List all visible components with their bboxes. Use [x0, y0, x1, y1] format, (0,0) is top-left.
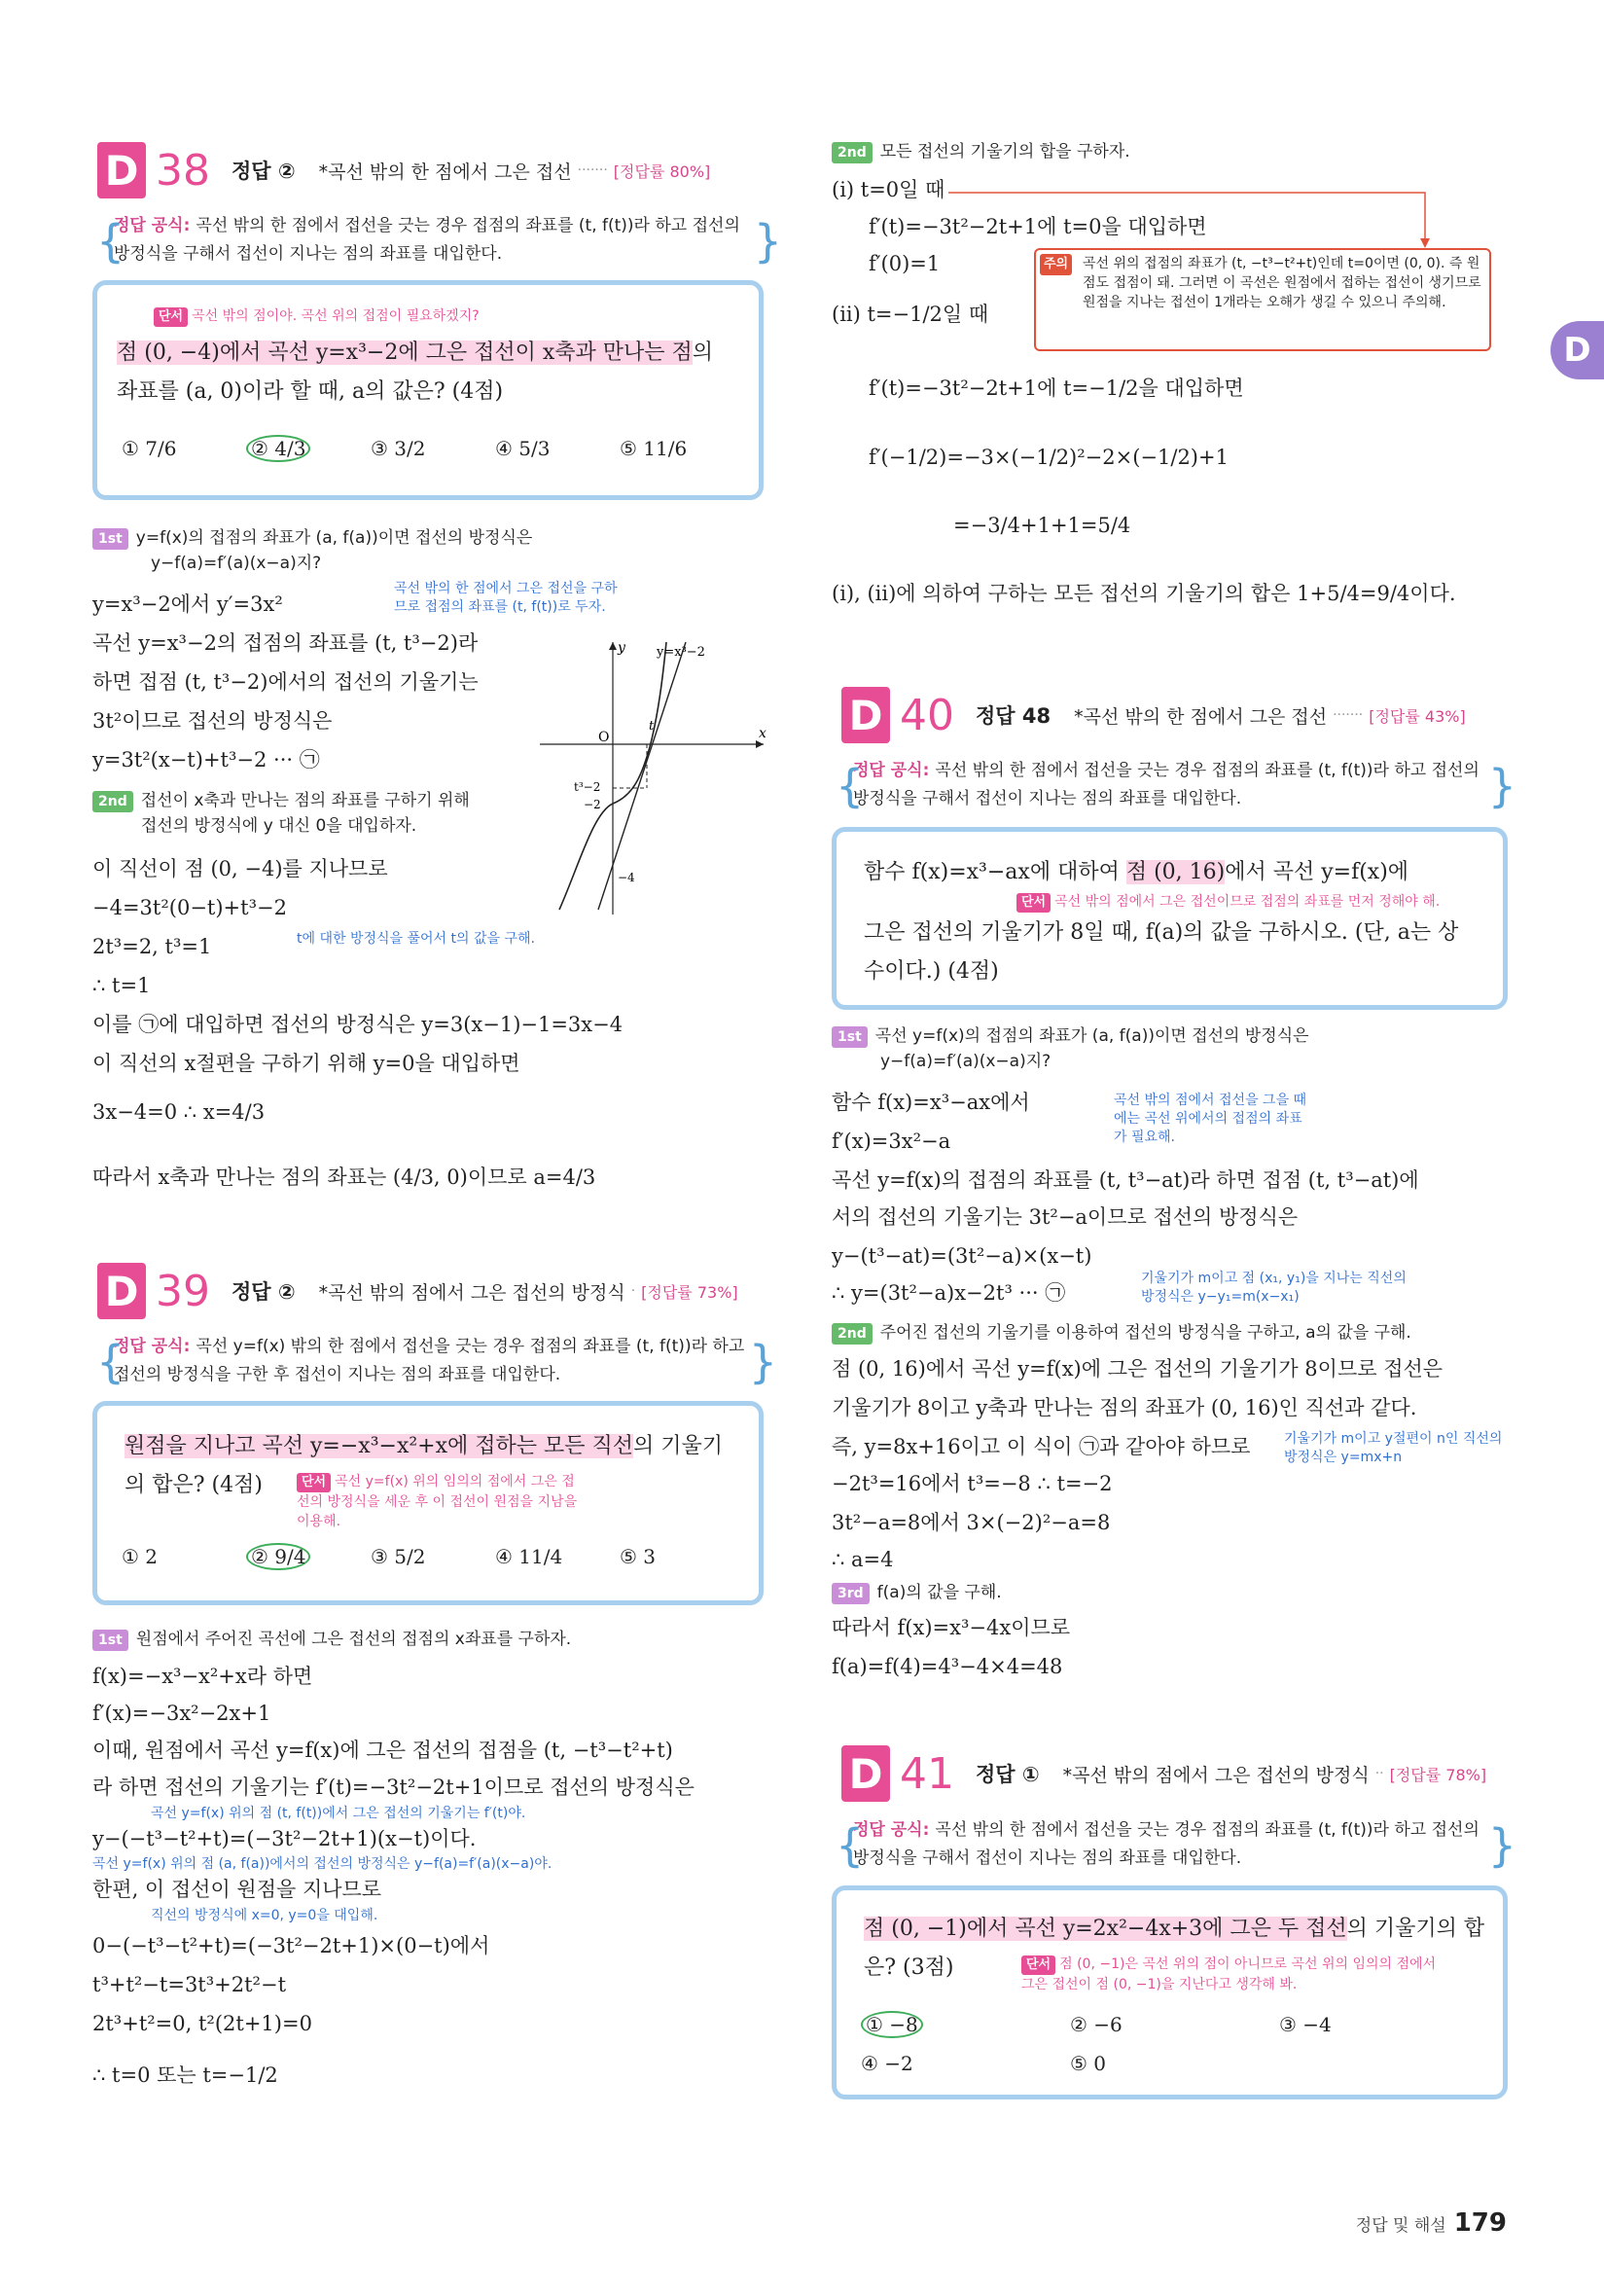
hint-text: 곡선 y=f(x) 위의 임의의 점에서 그은 접선의 방정식을 세운 후 이 접선이 원점을 지남을 이용해. — [297, 1474, 578, 1529]
solution-line: 기울기가 8이고 y축과 만나는 점의 좌표가 (0, 16)인 직선과 같다. — [832, 1396, 1417, 1419]
origin-label: O — [598, 730, 610, 745]
bracket-left: { — [836, 1819, 865, 1872]
problem-38-formula — [96, 212, 782, 269]
problem-39-choices — [122, 1537, 744, 1576]
problem-40-step3 — [832, 1580, 1002, 1605]
formula-label: 정답 공식: — [114, 216, 191, 235]
choice-2-text: ② 9/4 — [246, 1543, 310, 1570]
solution-line: (i) t=0일 때 — [832, 178, 945, 201]
problem-39-header — [97, 1262, 738, 1320]
solution-line: 3x−4=0 ∴ x=4/3 — [92, 1100, 266, 1124]
solution-line: y=x³−2에서 y′=3x² — [92, 592, 283, 616]
topic-label: *곡선 밖의 한 점에서 그은 접선 — [1074, 705, 1328, 728]
side-note: 곡선 y=f(x) 위의 점 (a, f(a))에서의 접선의 방정식은 y−f(a)=f′(a)(x−a)야. — [92, 1856, 552, 1872]
side-note: 곡선 y=f(x) 위의 점 (t, f(t))에서 그은 접선의 기울기는 f′(t)야. — [151, 1806, 526, 1821]
axis-label-x: x — [759, 726, 766, 741]
solution-line: =−3/4+1+1=5/4 — [953, 514, 1131, 537]
solution-line: f′(0)=1 — [869, 252, 941, 275]
side-note: 곡선 밖의 점에서 접선을 그을 때에는 곡선 위에서의 접점의 좌표가 필요해. — [1114, 1093, 1307, 1145]
leader-dots: ······· — [1333, 707, 1364, 723]
question-text: 의 좌표를 (a, 0)이라 할 때, a의 값은? (4점) — [117, 341, 714, 404]
solution-line: 0−(−t³−t²+t)=(−3t²−2t+1)×(0−t)에서 — [92, 1934, 490, 1957]
solution-line: 곡선 y=x³−2의 접점의 좌표를 (t, t³−2)라 — [92, 631, 479, 655]
leader-dots: ······· — [577, 162, 608, 178]
problem-number: 40 — [900, 690, 954, 740]
choice-3[interactable]: ③ 3/2 — [371, 437, 426, 460]
problem-40-hint — [1016, 892, 1440, 913]
side-note: 기울기가 m이고 y절편이 n인 직선의 방정식은 y=mx+n — [1284, 1431, 1503, 1465]
question-text: 함수 f(x)=x³−ax에 대하여 — [864, 860, 1126, 884]
problem-number: 38 — [156, 145, 210, 196]
problem-40-header — [841, 686, 1466, 744]
tick-label-t: t — [649, 719, 655, 734]
choice-3[interactable]: ③ 5/2 — [371, 1545, 426, 1568]
formula-text: 곡선 밖의 한 점에서 접선을 긋는 경우 접점의 좌표를 (t, f(t))라 하고 접선의 방정식을 구해서 접선이 지나는 점의 좌표를 대입한다. — [114, 216, 740, 264]
problem-38-choices — [122, 429, 744, 468]
problem-41-hint — [1021, 1955, 1449, 1994]
step-3-badge: 3rd — [832, 1583, 870, 1604]
solution-line: f′(−1/2)=−3×(−1/2)²−2×(−1/2)+1 — [869, 446, 1229, 469]
bracket-right: } — [748, 1336, 777, 1388]
tick-label-t3: t³−2 — [574, 780, 601, 794]
bracket-left: { — [836, 760, 865, 812]
solution-line: f′(x)=3x²−a — [832, 1130, 951, 1153]
answer-label: 정답 ② — [232, 160, 296, 183]
choice-1-correct[interactable] — [861, 2005, 1070, 2044]
solution-line: y−(t³−at)=(3t²−a)×(x−t) — [832, 1244, 1092, 1268]
accuracy-rate: [정답률 73%] — [641, 1282, 738, 1302]
solution-line: 이를 ㉠에 대입하면 접선의 방정식은 y=3(x−1)−1=3x−4 — [92, 1013, 624, 1036]
problem-40-card — [832, 827, 1508, 1010]
topic-label: *곡선 밖의 점에서 그은 접선의 방정식 — [318, 1281, 625, 1304]
problem-41-choices — [861, 2005, 1444, 2083]
side-note: 기울기가 m이고 점 (x₁, y₁)을 지나는 직선의 방정식은 y−y₁=m(x−x₁) — [1141, 1271, 1407, 1305]
caution-badge: 주의 — [1040, 254, 1072, 275]
question-highlight: 점 (0, −4)에서 곡선 y=x³−2에 그은 접선이 x축과 만나는 점 — [117, 341, 693, 365]
problem-38-card — [92, 280, 764, 500]
curve-label: y=x³−2 — [657, 645, 705, 660]
solution-line: 이때, 원점에서 곡선 y=f(x)에 그은 접선의 접점을 (t, −t³−t²+t) — [92, 1739, 673, 1762]
formula-label: 정답 공식: — [114, 1337, 191, 1356]
caution-arrow-path — [948, 193, 1425, 243]
problem-40-formula — [836, 757, 1516, 813]
topic-label: *곡선 밖의 점에서 그은 접선의 방정식 — [1062, 1764, 1370, 1786]
arrow-head — [1420, 238, 1430, 248]
problem-41-header — [841, 1744, 1486, 1803]
question-text: 의 기울기의 합은? (4점) — [125, 1434, 724, 1497]
problem-38-hint — [154, 306, 480, 327]
choice-5[interactable]: ⑤ 11/6 — [620, 437, 688, 460]
answer-label: 정답 48 — [976, 704, 1052, 728]
question-highlight: 점 (0, −1)에서 곡선 y=2x²−4x+3에 그은 두 접선 — [864, 1917, 1347, 1941]
leader-dots: ·· — [1374, 1766, 1384, 1781]
bracket-left: { — [96, 215, 125, 268]
solution-line: ∴ t=0 또는 t=−1/2 — [92, 2063, 278, 2087]
question-highlight: 점 (0, 16) — [1125, 860, 1226, 884]
solution-line: 하면 접점 (t, t³−2)에서의 접선의 기울기는 — [92, 670, 479, 694]
side-note: t에 대한 방정식을 풀어서 t의 값을 구해. — [297, 931, 535, 947]
formula-text: 곡선 밖의 한 점에서 접선을 긋는 경우 접점의 좌표를 (t, f(t))라 하고 접선의 방정식을 구해서 접선이 지나는 점의 좌표를 대입한다. — [853, 761, 1479, 808]
step-2-badge: 2nd — [832, 142, 873, 163]
choice-5[interactable]: ⑤ 0 — [1070, 2052, 1107, 2075]
solution-line: 3t²−a=8에서 3×(−2)²−a=8 — [832, 1511, 1111, 1534]
problem-41-formula — [836, 1816, 1516, 1873]
problem-badge: D — [841, 1745, 890, 1802]
solution-line: 따라서 x축과 만나는 점의 좌표는 (4/3, 0)이므로 a=4/3 — [92, 1166, 596, 1189]
problem-40-step1 — [832, 1023, 1309, 1074]
problem-badge: D — [97, 1263, 146, 1319]
solution-line: ∴ t=1 — [92, 974, 151, 997]
step-2-badge: 2nd — [92, 791, 133, 812]
answer-label: 정답 ① — [976, 1763, 1040, 1786]
problem-38-step1 — [92, 525, 532, 576]
solution-line: f(x)=−x³−x²+x라 하면 — [92, 1665, 313, 1688]
solution-line: 점 (0, 16)에서 곡선 y=f(x)에 그은 접선의 기울기가 8이므로 접선은 — [832, 1357, 1444, 1381]
problem-39-card — [92, 1401, 764, 1605]
formula-text: 곡선 y=f(x) 밖의 한 점에서 접선을 긋는 경우 접점의 좌표를 (t, f(t))라 하고 접선의 방정식을 구한 후 접선이 지나는 점의 좌표를 대입한다. — [114, 1337, 745, 1384]
choice-2-text: ② 4/3 — [246, 435, 310, 462]
solution-line: 함수 f(x)=x³−ax에서 — [832, 1091, 1030, 1114]
choice-2-correct[interactable] — [246, 429, 371, 468]
problem-38-question — [117, 334, 739, 412]
question-text: 의 기울기의 합은? (3점) — [864, 1917, 1485, 1980]
choice-4[interactable]: ④ −2 — [861, 2052, 913, 2075]
hint-badge: 단서 — [154, 307, 188, 327]
side-note: 곡선 밖의 한 점에서 그은 접선을 구하므로 접점의 좌표를 (t, f(t))로 두자. — [394, 581, 618, 615]
solution-line: f(a)=f(4)=4³−4×4=48 — [832, 1655, 1063, 1678]
y-axis-arrow — [609, 642, 617, 650]
step-text: 곡선 y=f(x)의 접점의 좌표가 (a, f(a))이면 접선의 방정식은 — [874, 1026, 1309, 1046]
step-1-badge: 1st — [832, 1026, 868, 1048]
solution-line: f′(t)=−3t²−2t+1에 t=0을 대입하면 — [869, 215, 1207, 238]
problem-39-step2 — [832, 139, 1130, 164]
accuracy-rate: [정답률 78%] — [1389, 1765, 1487, 1784]
solution-line: 라 하면 접선의 기울기는 f′(t)=−3t²−2t+1이므로 접선의 방정식은 — [92, 1776, 695, 1799]
solution-line: 한편, 이 접선이 원점을 지나므로 — [92, 1878, 382, 1901]
step-1-badge: 1st — [92, 1630, 128, 1651]
solution-line: −2t³=16에서 t³=−8 ∴ t=−2 — [832, 1472, 1113, 1495]
step-text-2: y−f(a)=f′(a)(x−a)지? — [151, 554, 322, 573]
step-text-2: y−f(a)=f′(a)(x−a)지? — [880, 1052, 1052, 1071]
solution-line: y−(−t³−t²+t)=(−3t²−2t+1)(x−t)이다. — [92, 1827, 477, 1850]
step-text: y=f(x)의 접점의 좌표가 (a, f(a))이면 접선의 방정식은 — [135, 528, 533, 548]
step-text: 모든 접선의 기울기의 합을 구하자. — [879, 142, 1130, 161]
step-text: 접선이 x축과 만나는 점의 좌표를 구하기 위해 — [140, 791, 470, 810]
problem-40-question — [864, 853, 1486, 892]
solution-line: 곡선 y=f(x)의 접점의 좌표를 (t, t³−at)라 하면 접점 (t, t³−at)에 — [832, 1168, 1419, 1192]
tick-label-minus2: −2 — [584, 798, 601, 811]
step-text: 주어진 접선의 기울기를 이용하여 접선의 방정식을 구하고, a의 값을 구해. — [879, 1323, 1411, 1343]
choice-4[interactable]: ④ 5/3 — [495, 437, 551, 460]
problem-badge: D — [841, 687, 890, 743]
solution-line: f′(x)=−3x²−2x+1 — [92, 1702, 271, 1725]
problem-39-hint — [297, 1472, 579, 1531]
step-2-badge: 2nd — [832, 1323, 873, 1345]
footer-label: 정답 및 해설 — [1355, 2216, 1446, 2236]
topic-label: *곡선 밖의 한 점에서 그은 접선 — [318, 161, 572, 183]
step-text: 원점에서 주어진 곡선에 그은 접선의 접점의 x좌표를 구하자. — [135, 1630, 572, 1649]
solution-line: t³+t²−t=3t³+2t²−t — [92, 1973, 287, 1996]
side-note: 직선의 방정식에 x=0, y=0을 대입해. — [151, 1908, 378, 1923]
problem-badge: D — [97, 142, 146, 198]
leader-dots: · — [630, 1283, 636, 1299]
problem-38-header — [97, 141, 710, 199]
problem-39-step1 — [92, 1627, 571, 1652]
accuracy-rate: [정답률 80%] — [613, 161, 711, 181]
tangent-line — [598, 642, 686, 910]
formula-label: 정답 공식: — [853, 761, 930, 780]
formula-label: 정답 공식: — [853, 1820, 930, 1840]
step-text: f(a)의 값을 구해. — [876, 1583, 1002, 1602]
accuracy-rate: [정답률 43%] — [1369, 706, 1466, 726]
solution-line: (i), (ii)에 의하여 구하는 모든 접선의 기울기의 합은 1+5/4=9/4이다. — [832, 582, 1456, 605]
hint-badge: 단서 — [1021, 1955, 1055, 1975]
solution-line: ∴ a=4 — [832, 1548, 894, 1571]
step-1-badge: 1st — [92, 528, 128, 550]
bracket-right: } — [753, 215, 782, 268]
tick-label-minus4: −4 — [618, 871, 635, 884]
choice-1[interactable]: ① 2 — [122, 1545, 159, 1568]
bracket-right: } — [1487, 760, 1516, 812]
hint-badge: 단서 — [297, 1473, 331, 1492]
answer-label: 정답 ② — [232, 1280, 296, 1304]
problem-39-formula — [96, 1333, 777, 1389]
problem-40-step2 — [832, 1320, 1411, 1345]
question-text-2: 에서 곡선 y=f(x)에 — [1225, 860, 1409, 884]
bracket-left: { — [96, 1336, 125, 1388]
question-text-3: 그은 접선의 기울기가 8일 때, f(a)의 값을 구하시오. (단, a는 상수이다.) (4점) — [864, 920, 1459, 984]
question-highlight: 원점을 지나고 곡선 y=−x³−x²+x에 접하는 모든 직선 — [125, 1434, 634, 1458]
choice-4[interactable]: ④ 11/4 — [495, 1545, 563, 1568]
page-number: 179 — [1453, 2208, 1507, 2238]
hint-text: 점 (0, −1)은 곡선 위의 점이 아니므로 곡선 위의 임의의 점에서 그은 접선이 점 (0, −1)을 지난다고 생각해 봐. — [1021, 1956, 1437, 1992]
caution-box — [1034, 248, 1491, 351]
chapter-tab: D — [1551, 321, 1604, 379]
choice-1-text: ① −8 — [861, 2011, 923, 2038]
solution-line: f′(t)=−3t²−2t+1에 t=−1/2을 대입하면 — [869, 377, 1244, 400]
solution-line: 따라서 f(x)=x³−4x이므로 — [832, 1616, 1071, 1639]
solution-line: 이 직선의 x절편을 구하기 위해 y=0을 대입하면 — [92, 1052, 520, 1075]
bracket-right: } — [1487, 1819, 1516, 1872]
x-axis-arrow — [756, 740, 764, 748]
axis-label-y: y — [618, 640, 625, 656]
solution-line: 2t³=2, t³=1 — [92, 935, 212, 958]
problem-number: 39 — [156, 1266, 210, 1316]
formula-text: 곡선 밖의 한 점에서 접선을 긋는 경우 접점의 좌표를 (t, f(t))라 하고 접선의 방정식을 구해서 접선이 지나는 점의 좌표를 대입한다. — [853, 1820, 1479, 1868]
choice-2-correct[interactable] — [246, 1537, 371, 1576]
problem-41-card — [832, 1885, 1508, 2099]
solution-line: 3t²이므로 접선의 방정식은 — [92, 709, 333, 733]
choice-3[interactable]: ③ −4 — [1279, 2013, 1332, 2036]
solution-line: 2t³+t²=0, t²(2t+1)=0 — [92, 2012, 312, 2035]
caution-arrow — [919, 190, 1454, 248]
hint-text: 곡선 밖의 점에서 그은 접선이므로 접점의 좌표를 먼저 정해야 해. — [1054, 894, 1441, 910]
solution-line: 즉, y=8x+16이고 이 식이 ㉠과 같아야 하므로 — [832, 1435, 1251, 1458]
solution-line: 이 직선이 점 (0, −4)를 지나므로 — [92, 857, 388, 880]
page-footer — [1356, 2208, 1507, 2238]
solution-line: ∴ y=(3t²−a)x−2t³ ··· ㉠ — [832, 1281, 1066, 1305]
hint-text: 곡선 밖의 점이야. 곡선 위의 접점이 필요하겠지? — [192, 308, 480, 324]
choice-1[interactable]: ① 7/6 — [122, 437, 177, 460]
solution-line: (ii) t=−1/2일 때 — [832, 303, 989, 326]
step-text-2: 접선의 방정식에 y 대신 0을 대입하자. — [141, 816, 417, 836]
caution-text: 곡선 위의 접점의 좌표가 (t, −t³−t²+t)인데 t=0이면 (0, 0). 즉 원점도 접점이 돼. 그러면 이 곡선은 원점에서 접하는 접선이 생기므로 원점을 지나는 접선이 1개라는 오해가 생길 수 있으니 주의해. — [1083, 256, 1481, 310]
choice-2[interactable]: ② −6 — [1070, 2013, 1123, 2036]
hint-badge: 단서 — [1016, 893, 1051, 913]
solution-line: −4=3t²(0−t)+t³−2 — [92, 896, 287, 919]
cubic-tangent-graph — [540, 632, 773, 915]
choice-5[interactable]: ⑤ 3 — [620, 1545, 657, 1568]
solution-line: 서의 접선의 기울기는 3t²−a이므로 접선의 방정식은 — [832, 1205, 1299, 1229]
problem-number: 41 — [900, 1748, 954, 1799]
solution-line: y=3t²(x−t)+t³−2 ··· ㉠ — [92, 748, 320, 771]
problem-38-step2 — [92, 788, 470, 839]
